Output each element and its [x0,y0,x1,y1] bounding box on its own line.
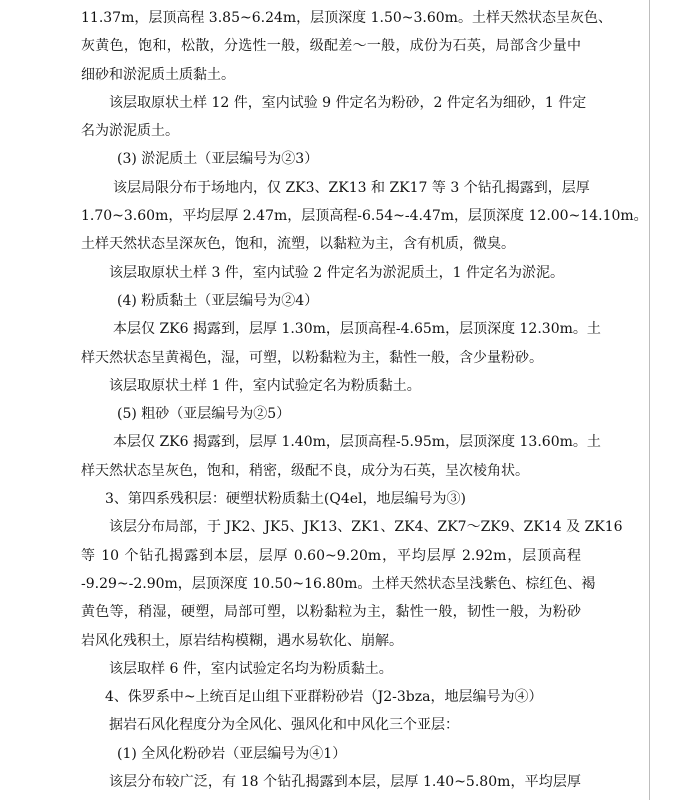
text-line: 该层取原状土样 1 件，室内试验定名为粉质黏土。 [109,377,421,394]
text-line: 该层取原状土样 12 件，室内试验 9 件定名为粉砂，2 件定名为细砂，1 件定 [109,94,587,111]
text-line: 该层分布局部，于 JK2、JK5、JK13、ZK1、ZK4、ZK7～ZK9、ZK14 及 ZK16 [109,519,623,536]
text-line: 等 10 个钻孔揭露到本层，层厚 0.60~9.20m，平均层厚 2.92m，层顶高程 [81,547,581,564]
text-line: 11.37m，层顶高程 3.85~6.24m，层顶深度 1.50~3.60m。土样天然状态呈灰色、 [81,10,612,26]
text-line: 该层分布较广泛，有 18 个钻孔揭露到本层，层厚 1.40~5.80m，平均层厚 [109,774,581,791]
text-line: -9.29~-2.90m，层顶深度 10.50~16.80m。土样天然状态呈浅紫色、棕红色、褐 [81,575,596,592]
document-body [81,4,648,796]
text-line: 本层仅 ZK6 揭露到，层厚 1.30m，层顶高程-4.65m，层顶深度 12.30m。土 [113,321,601,338]
text-line: 名为淤泥质土。 [81,123,179,140]
section-heading: (5) 粗砂（亚层编号为②5） [117,406,291,423]
text-line: 样天然状态呈灰色，饱和，稍密，级配不良，成分为石英，呈次棱角状。 [81,462,529,479]
text-line: 黄色等，稍湿，硬塑，局部可塑，以粉黏粒为主，黏性一般，韧性一般，为粉砂 [81,604,581,621]
text-line: 细砂和淤泥质土质黏土。 [81,66,235,83]
text-line: 本层仅 ZK6 揭露到，层厚 1.40m，层顶高程-5.95m，层顶深度 13.60m。土 [113,434,601,451]
text-line: 土样天然状态呈深灰色，饱和，流塑，以黏粒为主，含有机质，微臭。 [81,236,515,253]
text-line: 样天然状态呈黄褐色，湿，可塑，以粉黏粒为主，黏性一般，含少量粉砂。 [81,349,543,366]
section-heading: (1) 全风化粉砂岩（亚层编号为④1） [117,745,347,762]
section-heading: (3) 淤泥质土（亚层编号为②3） [117,151,319,168]
text-line: 灰黄色，饱和，松散，分选性一般，级配差～一般，成份为石英，局部含少量中 [81,38,581,55]
text-line: 该层局限分布于场地内，仅 ZK3、ZK13 和 ZK17 等 3 个钻孔揭露到，层厚 [113,179,590,196]
margin-line [649,0,650,800]
text-line: 该层取原状土样 3 件，室内试验 2 件定名为淤泥质土，1 件定名为淤泥。 [109,264,564,281]
text-line: 岩风化残积土，原岩结构模糊，遇水易软化、崩解。 [81,632,403,649]
section-heading: 3、第四系残积层：硬塑状粉质黏土(Q4el，地层编号为③) [105,491,466,508]
text-line: 1.70~3.60m，平均层厚 2.47m，层顶高程-6.54~-4.47m，层顶深度 12.00~14.10m。 [81,208,648,225]
text-line: 据岩石风化程度分为全风化、强风化和中风化三个亚层： [109,717,459,734]
section-heading: 4、侏罗系中~上统百足山组下亚群粉砂岩（J2-3bza，地层编号为④） [105,689,543,706]
section-heading: (4) 粉质黏土（亚层编号为②4） [117,292,319,309]
text-line: 该层取样 6 件，室内试验定名均为粉质黏土。 [109,660,393,677]
